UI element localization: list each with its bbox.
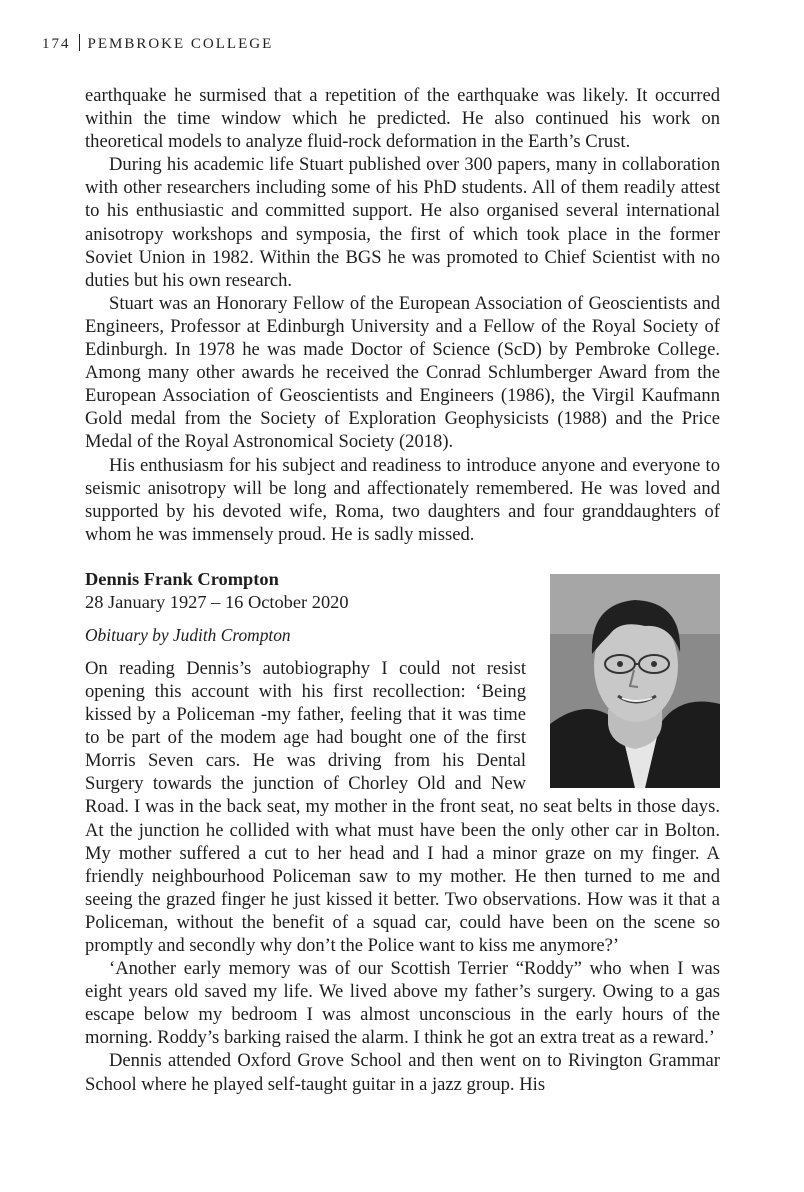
paragraph: During his academic life Stuart published over 300 papers, many in collaboration with other researchers including some of his PhD students. All of them readily attest to his enthusiastic and committed support. He also organised several international anisotropy workshops and symposia, the first of which took place in the former Soviet Union in 1982. Within the BGS he was promoted to Chief Scientist with no duties but his own research. bbox=[85, 154, 720, 291]
obituary-dates: 28 January 1927 – 16 October 2020 bbox=[85, 591, 349, 612]
paragraph: Stuart was an Honorary Fellow of the European Association of Geoscientists and Engineers, Professor at Edinburgh University and a Fellow of the Royal Society of Edinburgh. In 1978 he was made Doctor of Science (ScD) by Pembroke College. Among many other awards he received the Conrad Schlumberger Award from the European Association of Geoscientists and Engineers (1986), the Virgil Kaufmann Gold medal from the Society of Exploration Geophysicists (1988) and the Price Medal of the Royal Astronomical Society (2018). bbox=[85, 292, 720, 453]
obituary-name: Dennis Frank Crompton bbox=[85, 568, 279, 589]
paragraph: His enthusiasm for his subject and readiness to introduce anyone and everyone to seismic anisotropy will be long and affectionately remembered. He was loved and supported by his devoted wife, Roma, two daughters and four granddaughters of whom he was immensely proud. He is sadly missed. bbox=[85, 454, 720, 545]
running-header bbox=[42, 34, 273, 53]
paragraph: Dennis attended Oxford Grove School and then went on to Rivington Grammar School where he played self-taught guitar in a jazz group. His bbox=[85, 1050, 720, 1095]
running-title: PEMBROKE COLLEGE bbox=[87, 36, 274, 52]
paragraph: earthquake he surmised that a repetition of the earthquake was likely. It occurred within the time window which he predicted. He also continued his work on theoretical models to analyze fluid-rock deformation in the Earth’s Crust. bbox=[85, 85, 720, 153]
paragraph: ‘Another early memory was of our Scottish Terrier “Roddy” who when I was eight years old saved my life. We lived above my father’s surgery. Owing to a gas escape below my bedroom I was almost unconscious in the early hours of the morning. Roddy’s barking raised the alarm. I think he got an extra treat as a reward.’ bbox=[85, 958, 720, 1049]
paragraph: On reading Dennis’s autobiography I could not resist opening this account with his first recollection: ‘Being kissed by a Policeman -my father, feeling that it was time to be part of the modem age had bought one of the first Morris Seven cars. He was driving from his Dental Surgery towards the junction of Chorley Old and New Road. I was in the back seat, my mother in the front seat, no seat belts in those days. At the junction he collided with what must have been the only other car in Bolton. My mother suffered a cut to her head and I had a minor graze on my finger. A friendly neighbourhood Policeman saw to my mother. He then turned to me and seeing the grazed finger he just kissed it better. Two observations. How was it that a Policeman, without the benefit of a squad car, could have been on the scene so promptly and secondly why don’t the Police want to kiss me anymore?’ bbox=[85, 657, 720, 956]
page-body bbox=[85, 84, 720, 1096]
page-number: 174 bbox=[42, 36, 71, 52]
header-divider bbox=[79, 34, 80, 51]
obituary-byline: Obituary by Judith Crompton bbox=[85, 624, 291, 645]
portrait-photo bbox=[550, 574, 720, 788]
